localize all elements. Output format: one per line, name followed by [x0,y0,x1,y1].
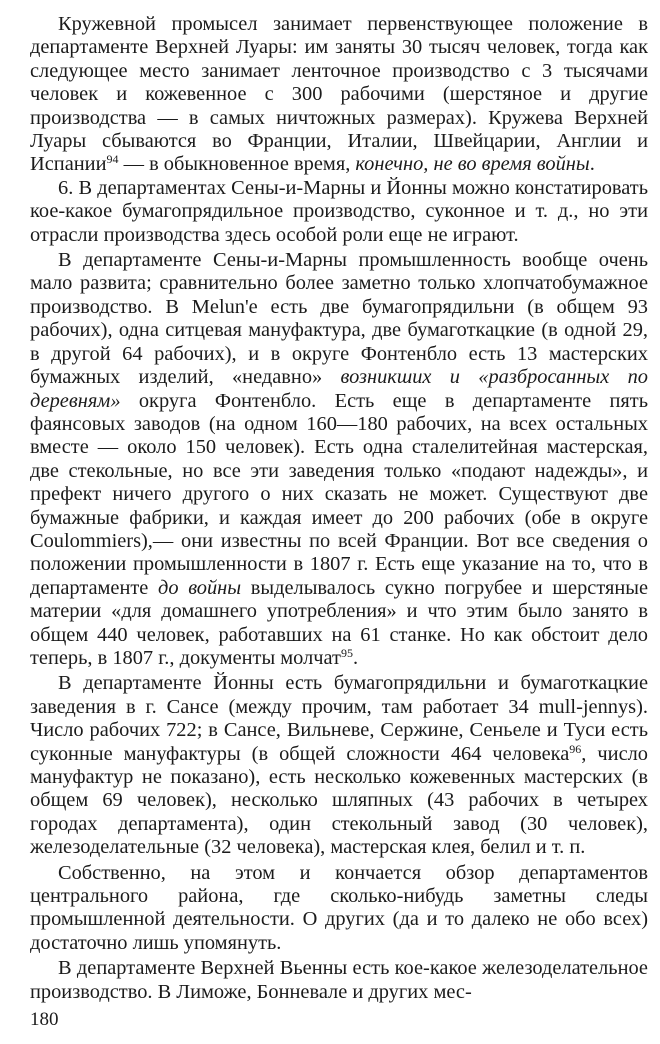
paragraph-text: . [352,646,359,669]
paragraph-text: — в обыкновенное время, [118,153,356,176]
paragraph-text: выделывалось сукно погрубее и шерстяные материи «для домашнего употребления» и что этим было занято в общем 440 человек, работавших на 61 станке. Но как обстоит дело теперь, в 1807 г., документы молчат [30,576,649,669]
page-text-body [30,13,648,1004]
emphasis-text: конечно, не во время войны [355,153,590,176]
page-number: 180 [30,1009,59,1030]
footnote-ref: 96 [569,741,582,756]
footnote-ref: 95 [340,645,353,660]
paragraph-haute-vienne: В департаменте Верхней Вьенны есть кое-какое железоделательное производство. В Лиможе, Бонневале и других мес- [30,957,648,1003]
paragraph-text: округа Фонтенбло. Есть еще в департаменте пять фаянсовых заводов (на одном 160—180 рабочих, на всех остальных вместе — около 150 человек). Есть одна сталелитейная мастерская, две стекольные, но все эти заведения только «подают надежды», и префект ничего другого о них сказать не может. Существуют две бумажные фабрики, и каждая имеет до 200 рабочих (обе в округе Coulommiers),— они известны по всей Франции. Вот все сведения о положении промышленности в 1807 г. Есть еще указание на то, что в департаменте [30,389,648,599]
emphasis-text: возникших и «разбросанных по деревням» [30,366,648,412]
paragraph-text: , число мануфактур не показано), есть несколько кожевенных мастерских (в общем 69 человек), несколько шляпных (43 рабочих в четырех городах департамента), один стекольный завод (30 человек), железоделательные (32 человека), мастерская клея, белил и т. п. [30,742,648,859]
paragraph-lace-industry [30,13,648,177]
paragraph-text: Кружевной промысел занимает первенствующее положение в департаменте Верхней Луары: им заняты 30 тысяч человек, тогда как следующее место занимает ленточное производство с 3 тысячами человек и кожевенное с 300 рабочими (шерстяное и другие производства — в самых ничтожных размерах). Кружева Верхней Луары сбываются во Франции, Италии, Швейцарии, Англии и Испании [30,13,648,176]
paragraph-central-region: Собственно, на этом и кончается обзор департаментов центрального района, где сколько-нибудь заметны следы промышленной деятельности. О других (да и то далеко не обо всех) достаточно лишь упомянуть. [30,861,648,954]
paragraph-text: . [589,153,595,176]
paragraph-seine-marne-yonne: 6. В департаментах Сены-и-Марны и Йонны можно констатировать кое-какое бумагопрядильное производство, суконное и т. д., но эти отрасли производства здесь особой роли еще не играют. [30,176,648,246]
paragraph-seine-marne [30,249,648,670]
footnote-ref: 94 [106,152,119,167]
paragraph-yonne [30,672,648,859]
emphasis-text: до войны [158,576,242,599]
paragraph-text: В департаменте Йонны есть бумагопрядильни и бумаготкацкие заведения в г. Сансе (между прочим, там работает 34 mull-jennys). Число рабочих 722; в Сансе, Вильневе, Сержине, Сеньеле и Туси есть суконные мануфактуры (в общей сложности 464 человека [30,672,648,765]
paragraph-text: В департаменте Сены-и-Марны промышленность вообще очень мало развита; сравнительно более заметно только хлопчатобумажное производство. В Melun'е есть две бумагопрядильни (в общем 93 рабочих), одна ситцевая мануфактура, две бумаготкацкие (в одной 29, в другой 64 рабочих), и в округе Фонтенбло есть 13 мастерских бумажных изделий, «недавно» [30,249,648,389]
